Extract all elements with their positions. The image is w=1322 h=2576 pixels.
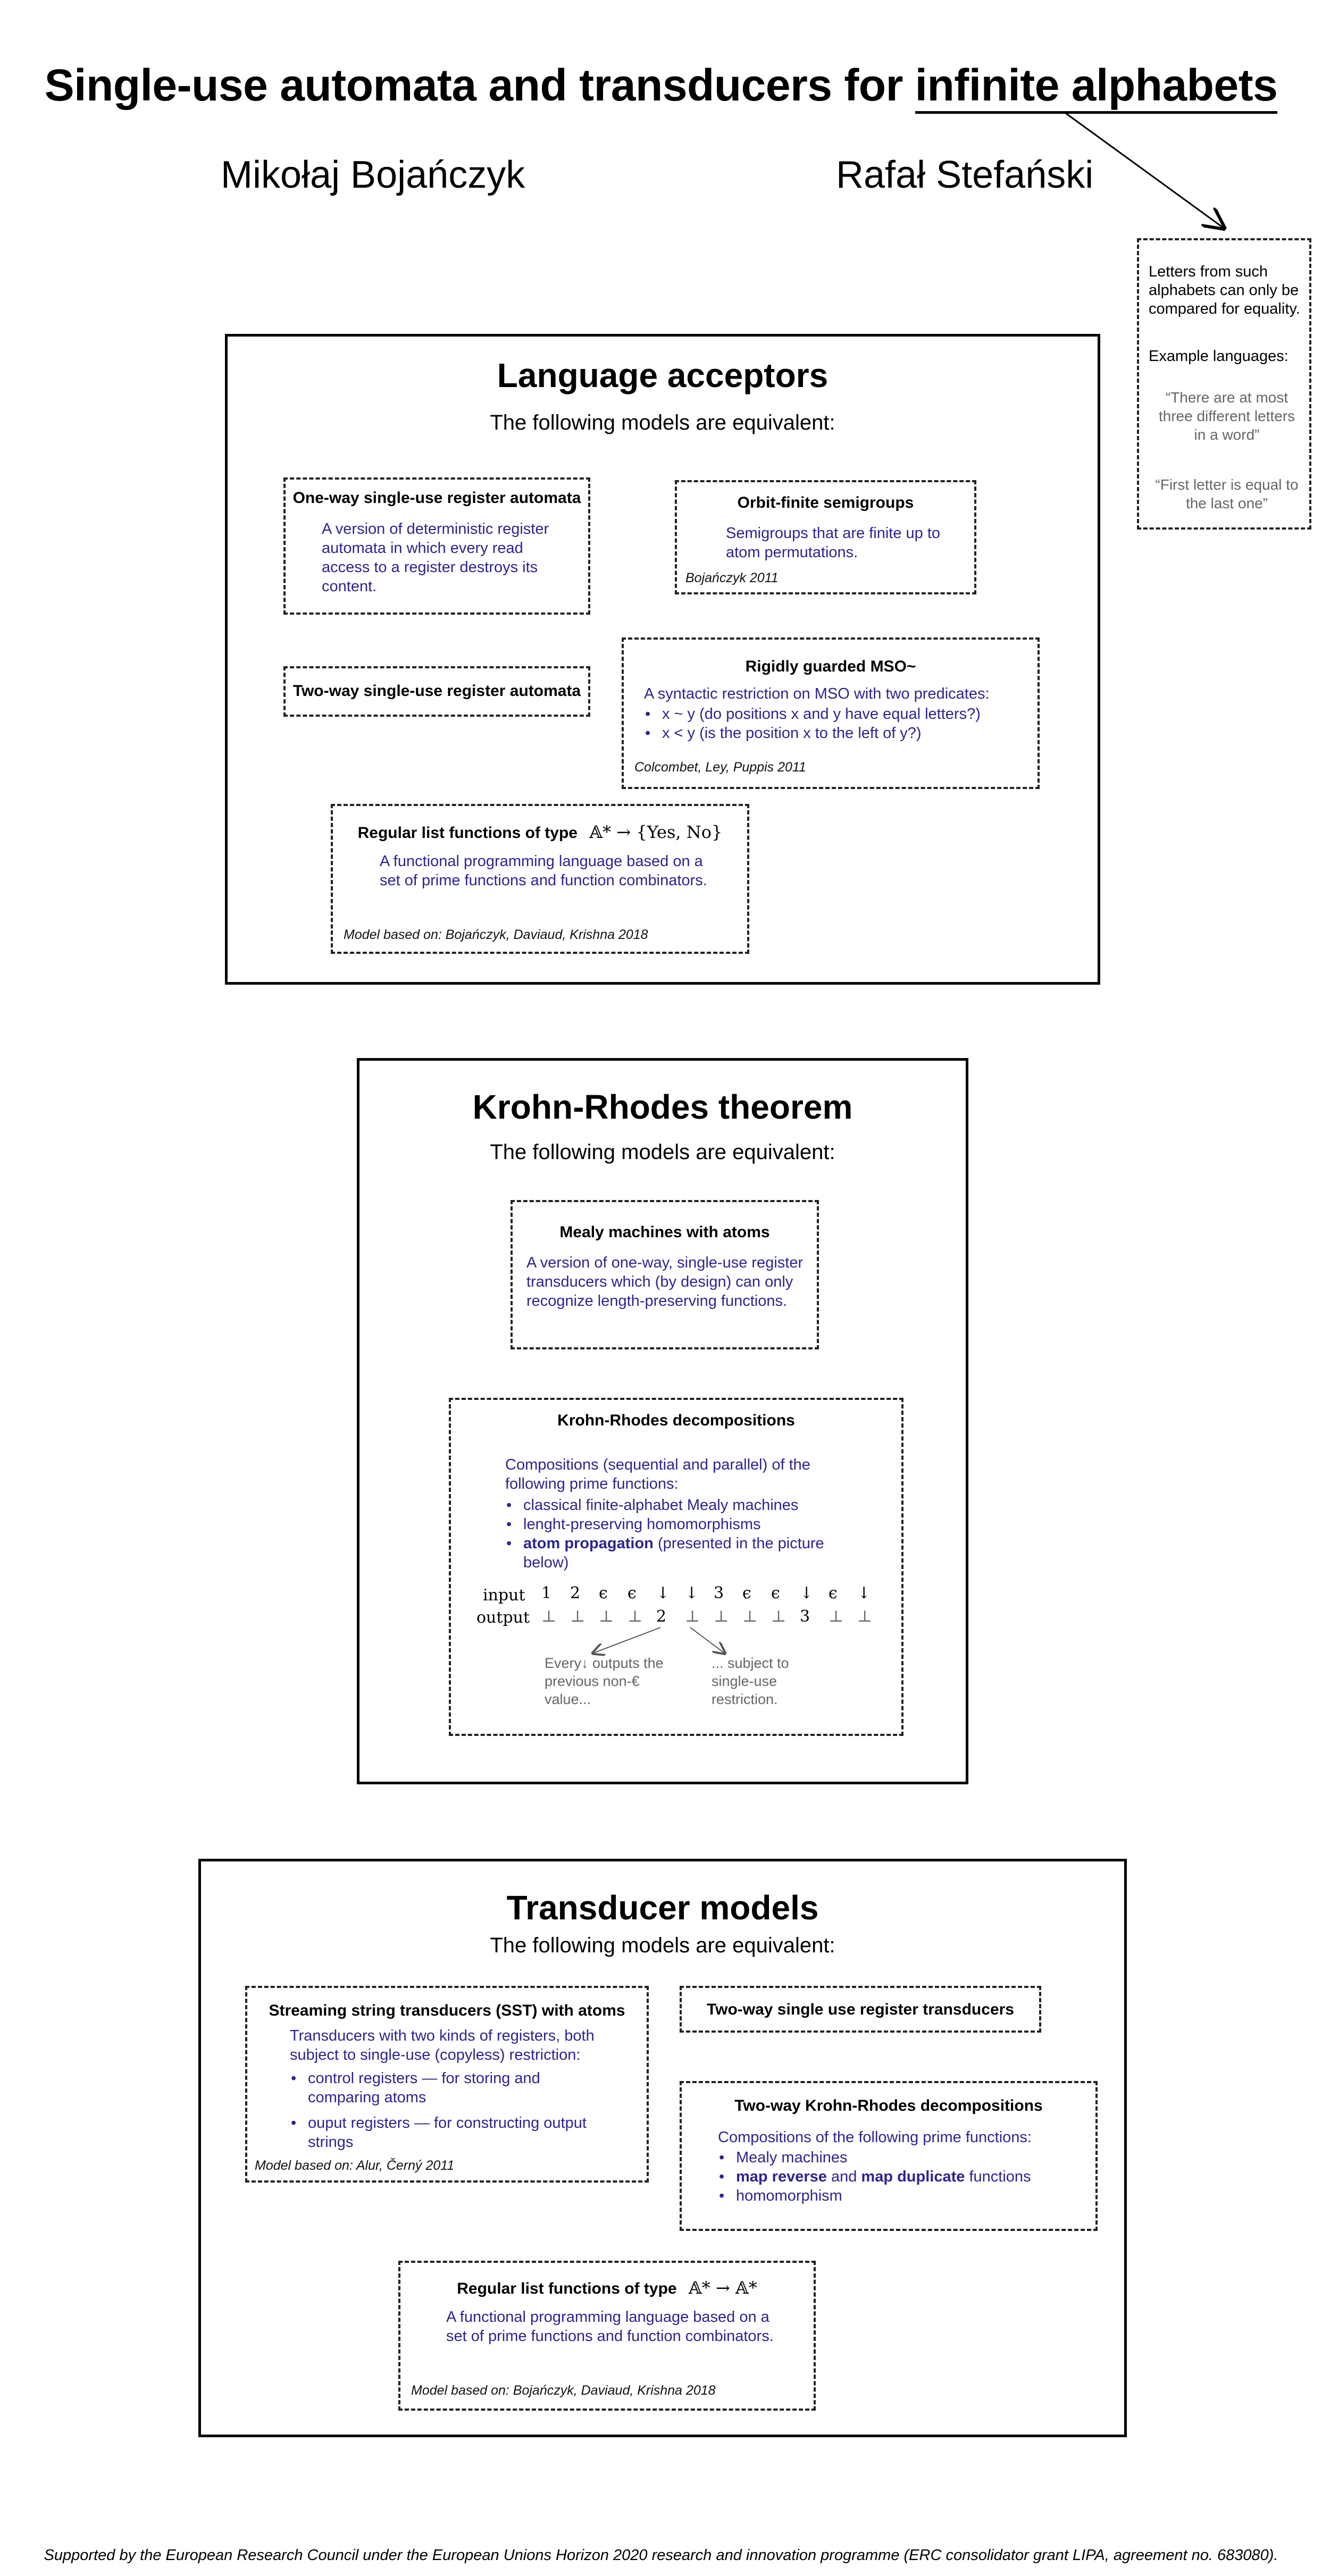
prime-map-functions xyxy=(718,2167,1085,2186)
prime-homomorphisms: • lenght-preserving homomorphisms xyxy=(505,1515,867,1534)
box-title xyxy=(333,822,747,842)
author-stefanski: Rafał Stefański xyxy=(836,154,1094,196)
section-subtitle: The following models are equivalent: xyxy=(490,1140,835,1164)
note-arrow xyxy=(1064,112,1223,228)
box-regular-list-functions xyxy=(331,804,749,954)
note-single-use: ... subject to single-use restriction. xyxy=(712,1655,789,1707)
box-description: Compositions of the following prime functions: xyxy=(718,2129,1032,2146)
rlf-type-signature: 𝔸* → 𝔸* xyxy=(688,2278,757,2298)
rlf-title-prefix: Regular list functions of type xyxy=(357,824,578,842)
box-orbit-finite-semigroups xyxy=(675,480,976,594)
box-title: Streaming string transducers (SST) with atoms xyxy=(269,2002,625,2019)
input-symbol: ↓ xyxy=(857,1584,871,1602)
output-symbol: ⊥ xyxy=(857,1607,873,1626)
atom-propagation-bold: atom propagation xyxy=(523,1535,654,1552)
input-symbol: ϵ xyxy=(599,1584,608,1602)
input-symbol: ϵ xyxy=(742,1584,751,1602)
prime-mealy-machines: • Mealy machines xyxy=(718,2148,1085,2167)
box-title: Two-way Krohn-Rhodes decompositions xyxy=(734,2097,1043,2114)
box-citation: Model based on: Alur, Černý 2011 xyxy=(255,2158,455,2173)
output-symbol: ⊥ xyxy=(771,1607,786,1626)
box-title: Orbit-finite semigroups xyxy=(737,494,914,511)
note-every-down-arrow: Every↓ outputs the previous non-€ value... xyxy=(545,1655,664,1707)
atom-propagation-rest: (presented in the picture below) xyxy=(523,1535,824,1571)
input-symbol: 3 xyxy=(714,1584,724,1602)
section-title: Krohn-Rhodes theorem xyxy=(472,1088,853,1126)
prime-homomorphism: • homomorphism xyxy=(718,2186,1085,2205)
rlf-type-signature: 𝔸* → {Yes, No} xyxy=(589,822,723,842)
input-symbol: ↓ xyxy=(800,1584,814,1602)
control-registers-item: • control registers — for storing and comparing atoms xyxy=(290,2069,609,2107)
box-title: Rigidly guarded MSO~ xyxy=(745,658,916,675)
box-description: A syntactic restriction on MSO with two predicates: xyxy=(644,685,990,702)
input-row-label: input xyxy=(483,1586,525,1605)
output-symbol: ⊥ xyxy=(742,1607,758,1626)
output-symbol: ⊥ xyxy=(627,1607,643,1626)
input-symbol: ϵ xyxy=(829,1584,838,1602)
section-title: Language acceptors xyxy=(497,356,829,395)
output-symbol: 2 xyxy=(656,1607,667,1626)
sidenote-examples-label: Example languages: xyxy=(1149,348,1288,365)
box-two-way-sur-transducers xyxy=(680,1986,1041,2033)
register-kinds-list xyxy=(290,2069,609,2152)
map-duplicate-bold: map duplicate xyxy=(861,2168,965,2185)
output-row-label: output xyxy=(476,1608,530,1627)
box-title xyxy=(400,2278,814,2298)
box-citation: Model based on: Bojańczyk, Daviaud, Krishna 2018 xyxy=(411,2383,716,2398)
input-symbol: 1 xyxy=(541,1584,552,1602)
input-symbol: ↓ xyxy=(656,1584,670,1602)
map-and: and xyxy=(826,2168,861,2185)
output-symbol: ⊥ xyxy=(599,1607,614,1626)
box-description: Compositions (sequential and parallel) of the following prime functions: xyxy=(505,1456,810,1492)
box-description: Semigroups that are finite up to atom permutations. xyxy=(726,525,941,561)
section-subtitle: The following models are equivalent: xyxy=(490,411,835,434)
map-reverse-bold: map reverse xyxy=(736,2168,827,2185)
title-underlined-term: infinite alphabets xyxy=(915,60,1278,114)
funding-acknowledgement: Supported by the European Research Council under the European Unions Horizon 2020 research and innovation programme (ERC consolidator grant LIPA, agreement no. 683080). xyxy=(44,2547,1278,2564)
box-citation: Model based on: Bojańczyk, Daviaud, Krishna 2018 xyxy=(344,927,648,942)
two-way-prime-list xyxy=(718,2148,1085,2205)
box-krohn-rhodes-decompositions xyxy=(449,1398,903,1736)
box-rigidly-guarded-mso xyxy=(622,637,1040,789)
box-description: Transducers with two kinds of registers, both subject to single-use (copyless) restriction: xyxy=(290,2027,595,2063)
output-symbol: ⊥ xyxy=(714,1607,729,1626)
arrow-to-note-2 xyxy=(690,1627,724,1653)
box-one-way-sura xyxy=(283,477,590,615)
propagation-arrows xyxy=(451,1400,906,1738)
section-title: Transducer models xyxy=(506,1889,819,1927)
output-symbol: 3 xyxy=(800,1607,810,1626)
author-bojanczyk: Mikołaj Bojańczyk xyxy=(221,154,525,196)
box-description: A version of one-way, single-use register transducers which (by design) can only recognize length-preserving functions. xyxy=(526,1254,804,1310)
box-citation: Bojańczyk 2011 xyxy=(685,570,779,585)
output-registers-item: • ouput registers — for constructing output strings xyxy=(290,2113,609,2152)
box-title: Krohn-Rhodes decompositions xyxy=(557,1412,795,1429)
box-regular-list-functions-transducers xyxy=(398,2261,816,2411)
sidenote-example-2: “First letter is equal to the last one” xyxy=(1155,476,1299,511)
box-title: Two-way single-use register automata xyxy=(292,682,581,700)
box-description: A functional programming language based on a set of prime functions and function combinators. xyxy=(380,853,707,889)
output-symbol: ⊥ xyxy=(685,1607,700,1626)
input-symbol: ↓ xyxy=(685,1584,699,1602)
rlf-title-prefix: Regular list functions of type xyxy=(457,2280,677,2297)
sidenote-example-1: “There are at most three different letters in a word” xyxy=(1158,389,1295,443)
mso-predicate-less: • x < y (is the position x to the left of y?) xyxy=(644,724,1027,743)
box-title: Mealy machines with atoms xyxy=(559,1223,770,1241)
output-symbol: ⊥ xyxy=(829,1607,844,1626)
box-description: A functional programming language based on a set of prime functions and function combinators. xyxy=(446,2309,774,2345)
arrow-to-note-1 xyxy=(593,1627,660,1653)
sidenote-box xyxy=(1137,238,1311,530)
section-language-acceptors xyxy=(225,334,1100,985)
box-mealy-machines-atoms xyxy=(511,1200,819,1349)
output-symbol: ⊥ xyxy=(541,1607,557,1626)
box-title: One-way single-use register automata xyxy=(292,489,581,507)
prime-mealy: • classical finite-alphabet Mealy machines xyxy=(505,1496,867,1515)
box-title: Two-way single use register transducers xyxy=(707,2001,1014,2018)
box-citation: Colcombet, Ley, Puppis 2011 xyxy=(634,760,806,775)
box-sst-with-atoms xyxy=(245,1986,649,2183)
box-two-way-sura xyxy=(283,666,590,717)
box-two-way-krohn-rhodes xyxy=(680,2081,1098,2231)
section-subtitle: The following models are equivalent: xyxy=(490,1934,835,1957)
title-prefix: Single-use automata and transducers for xyxy=(44,60,915,110)
map-functions-suffix: functions xyxy=(965,2168,1031,2185)
mso-predicate-equal: • x ~ y (do positions x and y have equal letters?) xyxy=(644,704,1027,724)
input-symbol: 2 xyxy=(570,1584,581,1602)
mso-predicate-list xyxy=(644,704,1027,743)
output-symbol: ⊥ xyxy=(570,1607,585,1626)
input-symbol: ϵ xyxy=(627,1584,637,1602)
box-description: A version of deterministic register automata in which every read access to a register destroys its content. xyxy=(322,521,549,595)
input-symbol: ϵ xyxy=(771,1584,780,1602)
section-krohn-rhodes xyxy=(357,1058,968,1784)
sidenote-text: Letters from such alphabets can only be compared for equality. xyxy=(1149,263,1300,317)
section-transducer-models xyxy=(198,1859,1127,2437)
